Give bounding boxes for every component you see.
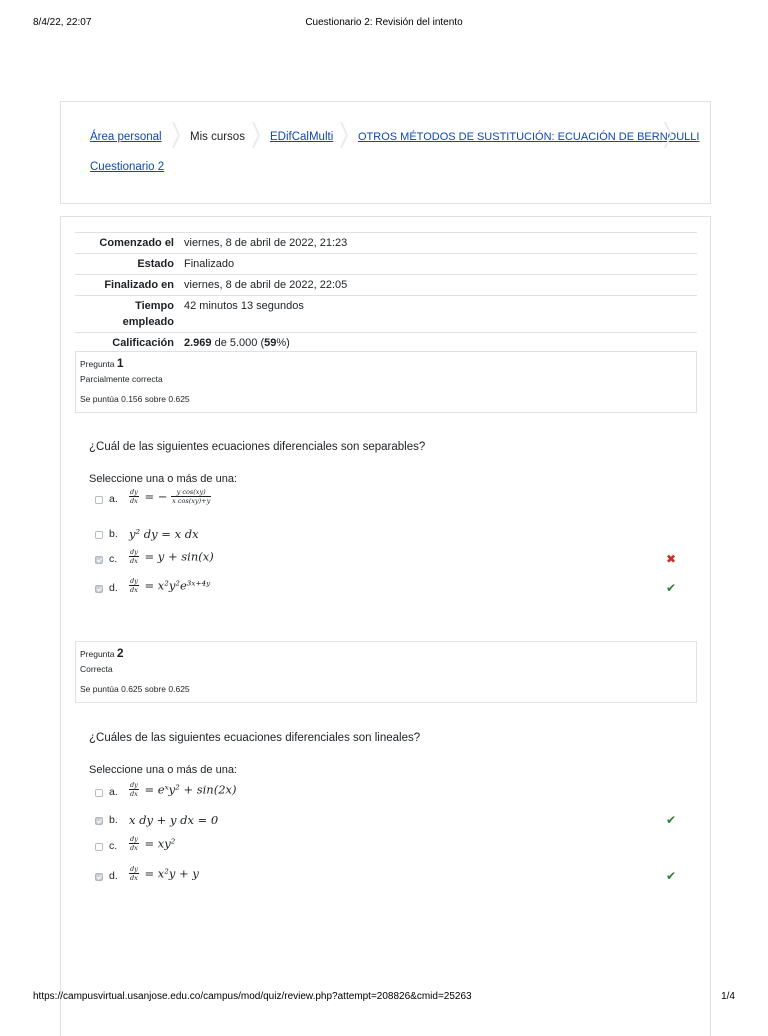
answer-option bbox=[95, 835, 685, 861]
answer-option bbox=[95, 577, 685, 603]
breadcrumb-area-personal[interactable]: Área personal bbox=[90, 131, 162, 143]
question-grade: Se puntúa 0.156 sobre 0.625 bbox=[80, 394, 190, 404]
state-value: Finalizado bbox=[184, 258, 235, 270]
question-number: Pregunta 2 bbox=[80, 646, 124, 660]
answer-option bbox=[95, 527, 685, 549]
answer-option bbox=[95, 488, 685, 514]
answer-equation: y² dy = x dx bbox=[129, 527, 199, 541]
summary-row-started bbox=[75, 233, 697, 254]
summary-row-time bbox=[75, 296, 697, 333]
answer-letter: b. bbox=[109, 528, 118, 540]
answer-letter: d. bbox=[109, 582, 118, 594]
answer-prompt: Seleccione una o más de una: bbox=[89, 473, 237, 485]
question-text: ¿Cuál de las siguientes ecuaciones diferenciales son separables? bbox=[89, 441, 426, 453]
summary-row-state bbox=[75, 254, 697, 275]
question-state: Parcialmente correcta bbox=[80, 374, 163, 384]
answer-option bbox=[95, 781, 685, 807]
time-value: 42 minutos 13 segundos bbox=[184, 300, 304, 312]
question-number: Pregunta 1 bbox=[80, 356, 124, 370]
answer-letter: a. bbox=[109, 786, 118, 798]
answer-equation: x dy + y dx = 0 bbox=[129, 813, 219, 827]
breadcrumb bbox=[60, 101, 711, 204]
breadcrumb-separator-icon bbox=[664, 121, 672, 149]
state-label: Estado bbox=[137, 258, 174, 270]
answer-letter: d. bbox=[109, 870, 118, 882]
breadcrumb-quiz[interactable]: Cuestionario 2 bbox=[90, 161, 165, 173]
answer-equation: $\frac{dy}{dx}$ = x²y + y bbox=[130, 865, 199, 882]
question-text: ¿Cuáles de las siguientes ecuaciones diferenciales son lineales? bbox=[89, 732, 421, 744]
print-page-number: 1/4 bbox=[721, 991, 735, 1002]
print-header bbox=[0, 17, 768, 31]
answer-letter: c. bbox=[109, 840, 118, 852]
answer-letter: b. bbox=[109, 814, 118, 826]
correct-icon: ✔ bbox=[666, 813, 677, 827]
time-label: Tiempo empleado bbox=[122, 300, 174, 328]
correct-icon: ✔ bbox=[666, 581, 677, 595]
breadcrumb-section[interactable]: OTROS MÉTODOS DE SUSTITUCIÓN: ECUACIÓN DE BERNOULLI bbox=[358, 131, 700, 143]
grade-label: Calificación bbox=[112, 337, 174, 349]
finished-value: viernes, 8 de abril de 2022, 22:05 bbox=[184, 279, 348, 291]
breadcrumb-separator-icon bbox=[340, 121, 348, 149]
answer-checkbox[interactable] bbox=[95, 496, 103, 504]
answer-letter: c. bbox=[109, 553, 118, 565]
answer-letter: a. bbox=[109, 493, 118, 505]
answer-option bbox=[95, 548, 685, 574]
answer-equation: $\frac{dy}{dx}$ = − $\frac{\text{y cos(xy)}}{\text{x cos(xy)+y}}$ bbox=[130, 488, 211, 505]
answer-equation: $\frac{dy}{dx}$ = x²y²e³ˣ⁺⁴ʸ bbox=[130, 577, 211, 594]
finished-label: Finalizado en bbox=[104, 279, 174, 291]
question-info bbox=[75, 351, 697, 413]
answer-checkbox[interactable] bbox=[95, 817, 103, 825]
answer-prompt: Seleccione una o más de una: bbox=[89, 764, 237, 776]
answer-checkbox[interactable] bbox=[95, 789, 103, 797]
answer-checkbox[interactable] bbox=[95, 585, 103, 593]
answer-equation: $\frac{dy}{dx}$ = y + sin(x) bbox=[130, 548, 214, 565]
incorrect-icon: ✖ bbox=[666, 552, 677, 566]
breadcrumb-course[interactable]: EDifCalMulti bbox=[270, 131, 334, 143]
started-label: Comenzado el bbox=[99, 237, 174, 249]
breadcrumb-mis-cursos: Mis cursos bbox=[190, 131, 245, 143]
print-footer bbox=[0, 991, 768, 1005]
breadcrumb-separator-icon bbox=[252, 121, 260, 149]
answer-equation: $\frac{dy}{dx}$ = eˣy² + sin(2x) bbox=[130, 781, 237, 798]
summary-row-finished bbox=[75, 275, 697, 296]
question-grade: Se puntúa 0.625 sobre 0.625 bbox=[80, 684, 190, 694]
question-info bbox=[75, 641, 697, 703]
answer-option bbox=[95, 813, 685, 835]
started-value: viernes, 8 de abril de 2022, 21:23 bbox=[184, 237, 348, 249]
quiz-review bbox=[60, 216, 711, 1036]
answer-checkbox[interactable] bbox=[95, 843, 103, 851]
correct-icon: ✔ bbox=[666, 869, 677, 883]
print-date: 8/4/22, 22:07 bbox=[33, 17, 92, 28]
answer-option bbox=[95, 865, 685, 891]
answer-equation: $\frac{dy}{dx}$ = xy² bbox=[130, 835, 176, 852]
print-url: https://campusvirtual.usanjose.edu.co/campus/mod/quiz/review.php?attempt=208826&cmid=25263 bbox=[33, 991, 472, 1002]
grade-value: 2.969 de 5.000 (59%) bbox=[184, 337, 290, 349]
question-state: Correcta bbox=[80, 664, 113, 674]
answer-checkbox[interactable] bbox=[95, 873, 103, 881]
answer-checkbox[interactable] bbox=[95, 531, 103, 539]
print-title: Cuestionario 2: Revisión del intento bbox=[305, 17, 463, 28]
attempt-summary-table bbox=[75, 232, 697, 354]
breadcrumb-separator-icon bbox=[172, 121, 180, 149]
answer-checkbox[interactable] bbox=[95, 556, 103, 564]
